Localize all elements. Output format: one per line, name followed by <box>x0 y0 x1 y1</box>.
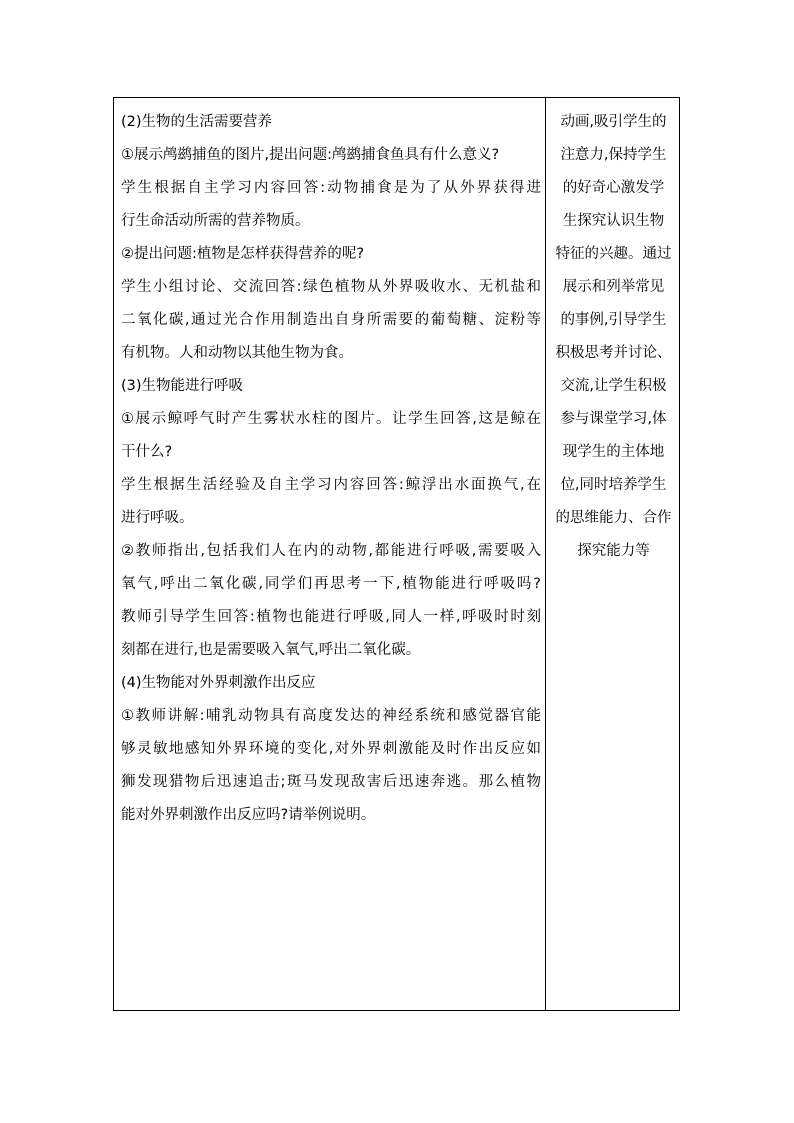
text-line: 学生小组讨论、交流回答:绿色植物从外界吸收水、无机盐和 <box>121 279 541 295</box>
text-line: 生探究认识生物 <box>562 213 665 229</box>
text-line: 教师引导学生回答:植物也能进行呼吸,同人一样,呼吸时时刻 <box>121 609 541 625</box>
text-line: (3)生物能进行呼吸 <box>121 378 244 394</box>
text-line: 积极思考并讨论、 <box>555 345 672 361</box>
text-line: 能对外界刺激作出反应吗?请举例说明。 <box>121 807 376 823</box>
design-intent-column <box>548 106 679 568</box>
text-line: 学生根据生活经验及自主学习内容回答:鲸浮出水面换气,在 <box>121 477 541 493</box>
text-line: 二氧化碳,通过光合作用制造出自身所需要的葡萄糖、淀粉等 <box>121 312 541 328</box>
text-line: 展示和列举常见 <box>562 279 665 295</box>
text-line: 狮发现猎物后迅速追击;斑马发现敌害后迅速奔逃。那么植物 <box>121 774 541 790</box>
text-line: (2)生物的生活需要营养 <box>121 114 273 130</box>
text-line: 位,同时培养学生 <box>560 477 667 493</box>
text-line: ①展示鸬鹚捕鱼的图片,提出问题:鸬鹚捕食鱼具有什么意义? <box>121 147 500 163</box>
text-line: 特征的兴趣。通过 <box>555 246 672 262</box>
teaching-process-column <box>121 106 541 832</box>
text-line: 现学生的主体地 <box>562 444 665 460</box>
text-line: 探究能力等 <box>577 543 650 559</box>
text-line: 参与课堂学习,体 <box>560 411 667 427</box>
text-line: 有机物。人和动物以其他生物为食。 <box>121 345 353 361</box>
text-line: (4)生物能对外界刺激作出反应 <box>121 675 316 691</box>
text-line: 动画,吸引学生的 <box>560 114 667 130</box>
text-line: 够灵敏地感知外界环境的变化,对外界刺激能及时作出反应如 <box>121 741 541 757</box>
text-line: 的好奇心激发学 <box>562 180 665 196</box>
text-line: 交流,让学生积极 <box>560 378 667 394</box>
text-line: 干什么? <box>121 444 173 460</box>
lesson-table <box>113 97 680 1011</box>
text-line: 的事例,引导学生 <box>560 312 667 328</box>
text-line: ②提出问题:植物是怎样获得营养的呢? <box>121 246 365 262</box>
text-line: 进行呼吸。 <box>121 510 194 526</box>
text-line: 学生根据自主学习内容回答:动物捕食是为了从外界获得进 <box>121 180 541 196</box>
text-line: ②教师指出,包括我们人在内的动物,都能进行呼吸,需要吸入 <box>121 543 541 559</box>
text-line: 的思维能力、合作 <box>555 510 672 526</box>
text-line: 行生命活动所需的营养物质。 <box>121 213 310 229</box>
text-line: 注意力,保持学生 <box>560 147 667 163</box>
column-divider <box>545 98 546 1010</box>
text-line: ①展示鲸呼气时产生雾状水柱的图片。让学生回答,这是鲸在 <box>121 411 541 427</box>
text-line: 氧气,呼出二氧化碳,同学们再思考一下,植物能进行呼吸吗? <box>121 576 541 592</box>
text-line: ①教师讲解:哺乳动物具有高度发达的神经系统和感觉器官能 <box>121 708 541 724</box>
text-line: 刻都在进行,也是需要吸入氧气,呼出二氧化碳。 <box>121 642 421 658</box>
